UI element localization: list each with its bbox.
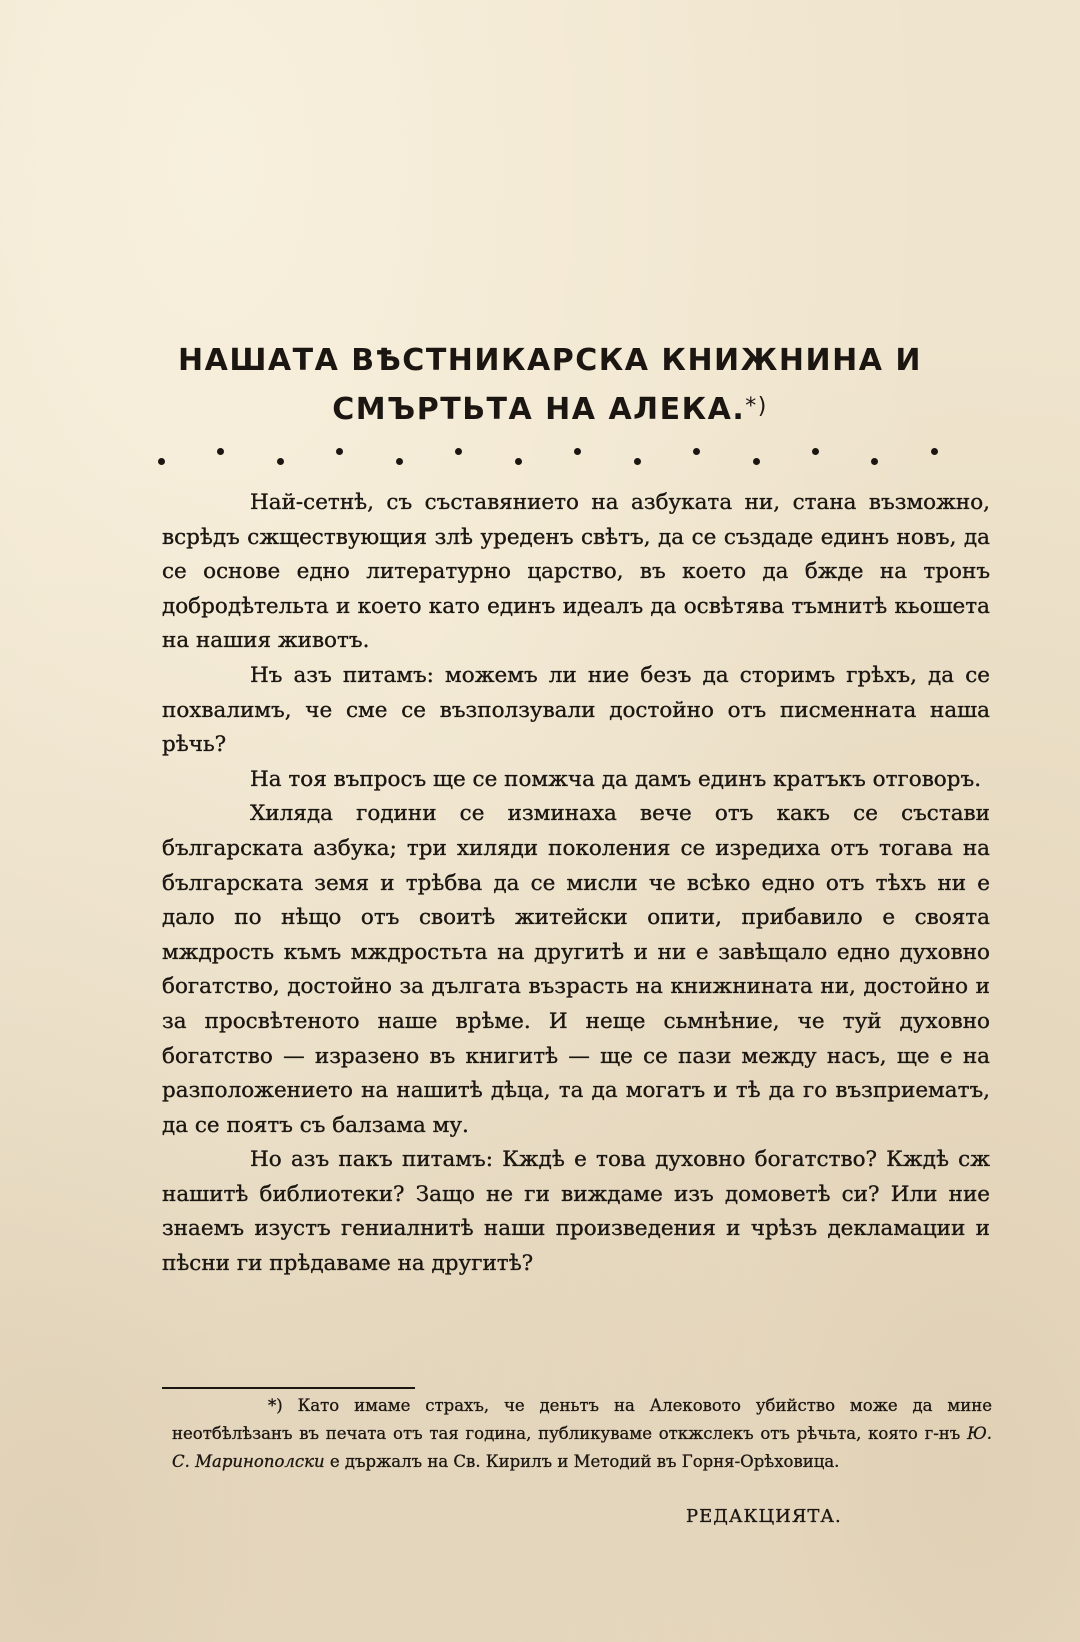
editorial-signature: РЕДАКЦИЯТА. <box>686 1506 842 1527</box>
footnote-author: Ю. С. Маринополски <box>172 1424 992 1471</box>
title-footnote-marker: *) <box>745 394 768 419</box>
title-line-2 <box>160 384 940 433</box>
dot <box>515 458 522 465</box>
dot <box>931 448 938 455</box>
title-line-1: НАШАТА ВѢСТНИКАРСКА КНИЖНИНА И <box>178 343 922 378</box>
dot <box>812 448 819 455</box>
dot <box>158 458 165 465</box>
article-title <box>160 338 940 433</box>
footnote-divider <box>162 1387 415 1389</box>
paragraph-3: На тоя въпросъ ще се помжча да дамъ единъ кратъкъ отговоръ. <box>250 766 982 792</box>
footnote-marker: *) <box>268 1396 283 1415</box>
dot <box>753 458 760 465</box>
dot <box>277 458 284 465</box>
ellipsis-dots-row <box>158 448 938 465</box>
article-body <box>162 486 990 1282</box>
title-line-2-text: СМЪРТЬТА НА АЛЕКА. <box>332 392 746 427</box>
footnote-text-after: е държалъ на Св. Кирилъ и Методий въ Горня-Орѣховица. <box>324 1452 840 1471</box>
footnote <box>172 1392 992 1476</box>
footnote-text-before: Като имаме страхъ, че деньтъ на Алековото убийство може да мине неотбѣлѣзанъ въ печата отъ тая година, публикуваме откжслекъ отъ рѣчьта, която г-нъ <box>172 1396 992 1443</box>
paragraph-2: Нъ азъ питамъ: можемъ ли ние безъ да сторимъ грѣхъ, да се похвалимъ, че сме се възползували достойно отъ писменната наша рѣчь? <box>162 662 990 758</box>
paragraph-5: Но азъ пакъ питамъ: Кждѣ е това духовно богатство? Кждѣ сж нашитѣ библиотеки? Защо не ги виждаме изъ домоветѣ си? Или ние знаемъ изустъ гениалнитѣ наши произведения и чрѣзъ декламации и пѣсни ги прѣдаваме на другитѣ? <box>162 1147 990 1277</box>
dot <box>634 458 641 465</box>
dot <box>455 448 462 455</box>
dot <box>574 448 581 455</box>
dot <box>396 458 403 465</box>
dot <box>336 448 343 455</box>
dot <box>871 458 878 465</box>
dot <box>217 448 224 455</box>
dot <box>693 448 700 455</box>
paragraph-4: Хиляда години се изминаха вече отъ какъ се състави българската азбука; три хиляди поколения се изредиха отъ тогава на българската земя и трѣбва да се мисли че всѣко едно отъ тѣхъ ни е дало по нѣщо отъ своитѣ житейски опити, прибавило е своята мждрость къмъ мждростьта на другитѣ и ни е завѣщало едно духовно богатство, достойно за дългата възрасть на книжнината ни, достойно и за просвѣтеното наше врѣме. И неще сьмнѣние, че туй духовно богатство — изразено въ книгитѣ — ще се пази между насъ, ще е на разположението на нашитѣ дѣца, та да могатъ и тѣ да го възприематъ, да се поятъ съ балзама му. <box>162 801 990 1138</box>
paragraph-1: Най-сетнѣ, съ съставянието на азбуката ни, стана възможно, всрѣдъ сжществующия злѣ уреденъ свѣтъ, да се създаде единъ новъ, да се основе едно литературно царство, въ което да бжде на тронъ добродѣтельта и което като единъ идеалъ да освѣтява тъмнитѣ кьошета на нашия животъ. <box>162 490 990 654</box>
